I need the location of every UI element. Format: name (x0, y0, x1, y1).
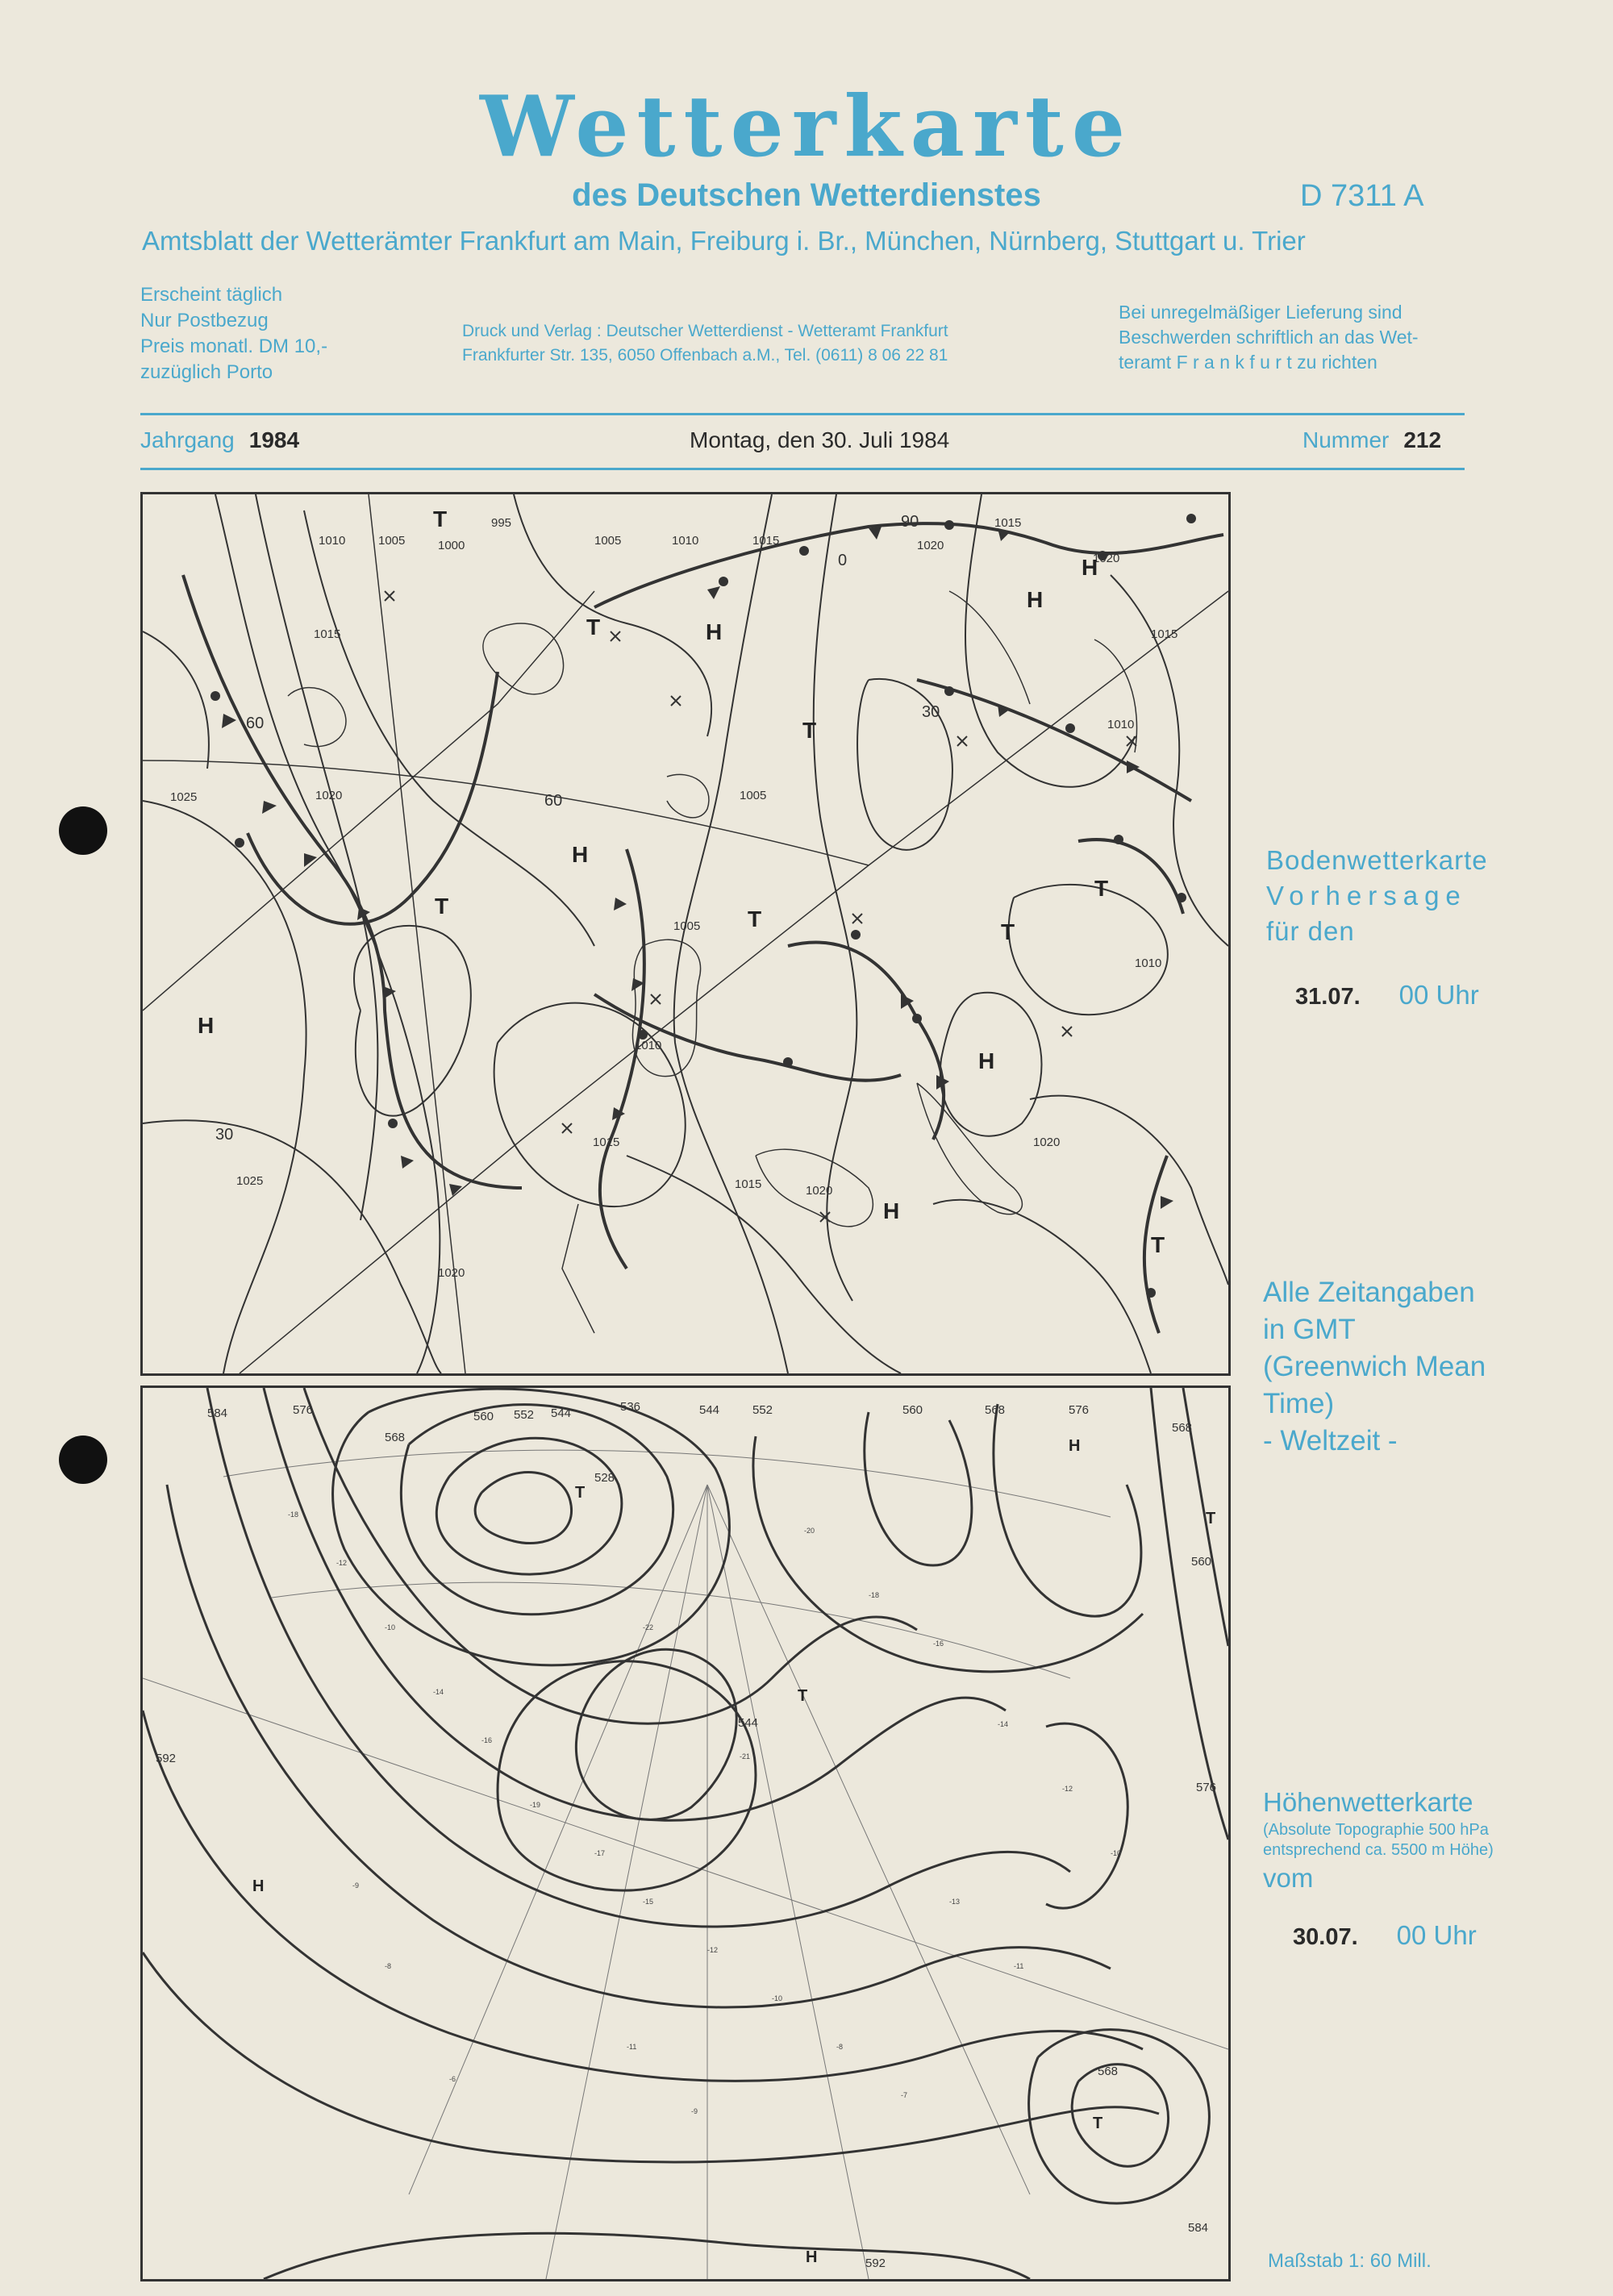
low-pressure-label: T (802, 718, 817, 743)
isobar-label: 1015 (314, 627, 341, 641)
high-pressure-label: H (978, 1048, 995, 1073)
high-pressure-label: H (706, 619, 723, 644)
info-line: zuzüglich Porto (140, 361, 273, 383)
masthead-title: Wetterkarte (480, 77, 1133, 176)
isobar-label: 1005 (673, 919, 701, 933)
isobar-label: 1010 (1135, 956, 1162, 970)
caption-line: Höhenwetterkarte (1263, 1787, 1473, 1817)
low-pressure-label: T (1094, 876, 1109, 901)
svg-text:-6: -6 (449, 2075, 456, 2083)
caption-note: entsprechend ca. 5500 m Höhe) (1263, 1841, 1494, 1859)
forecast-date: 31.07. (1295, 984, 1361, 1010)
info-line: Beschwerden schriftlich an das Wet- (1119, 327, 1419, 348)
info-line: Druck und Verlag : Deutscher Wetterdienst - Wetteramt Frankfurt (462, 322, 948, 340)
subscription-info (140, 282, 327, 385)
svg-text:-18: -18 (288, 1511, 299, 1519)
contour-label: 560 (1191, 1555, 1212, 1569)
isobar-label: 1020 (1033, 1135, 1061, 1149)
high-pressure-label: H (806, 2248, 818, 2266)
svg-text:-10: -10 (1111, 1849, 1122, 1857)
contour-label: 544 (738, 1716, 759, 1730)
svg-text:-8: -8 (385, 1962, 392, 1970)
latitude-label: 60 (544, 792, 563, 810)
latitude-label: 60 (246, 715, 265, 732)
svg-text:-12: -12 (336, 1559, 348, 1567)
isobar-label: 1015 (994, 516, 1022, 530)
low-pressure-label: T (1001, 919, 1015, 944)
caption-line: für den (1266, 916, 1355, 946)
number-value: 212 (1403, 427, 1442, 452)
isobar-label: 1005 (594, 534, 622, 548)
high-pressure-label: H (883, 1198, 900, 1223)
svg-text:-12: -12 (1062, 1785, 1073, 1793)
svg-text:-14: -14 (433, 1688, 444, 1696)
low-pressure-label: T (798, 1687, 808, 1705)
svg-text:-20: -20 (804, 1527, 815, 1535)
upper-map-valid-time (1293, 1918, 1477, 1955)
contour-label: 568 (385, 1431, 406, 1444)
low-pressure-label: T (433, 506, 448, 531)
latitude-label: 90 (901, 513, 919, 531)
contour-label: 576 (293, 1403, 314, 1417)
surface-map-caption (1266, 843, 1488, 949)
high-pressure-label: H (572, 842, 589, 867)
contour-label: 568 (1098, 2065, 1119, 2078)
punch-hole (59, 1436, 107, 1484)
contour-label: 544 (551, 1406, 572, 1420)
high-pressure-label: H (1069, 1437, 1081, 1455)
isobar-label: 1020 (806, 1184, 833, 1198)
contour-label: 552 (752, 1403, 773, 1417)
svg-text:-7: -7 (901, 2091, 908, 2099)
forecast-time: 00 Uhr (1398, 980, 1479, 1010)
latitude-label: 30 (215, 1126, 234, 1144)
svg-text:-9: -9 (691, 2107, 698, 2115)
high-pressure-label: H (1082, 555, 1098, 580)
info-line: teramt F r a n k f u r t zu richten (1119, 352, 1378, 373)
isobar-label: 1005 (740, 789, 767, 802)
low-pressure-label: T (748, 906, 762, 931)
svg-text:-15: -15 (643, 1898, 654, 1906)
svg-text:-19: -19 (530, 1801, 541, 1809)
contour-label: 536 (620, 1400, 641, 1414)
map-scale: Maßstab 1: 60 Mill. (1268, 2250, 1432, 2272)
isobar-label: 1010 (635, 1039, 662, 1052)
svg-text:-8: -8 (836, 2043, 844, 2051)
svg-text:-10: -10 (772, 1994, 783, 2002)
isobar-label: 1015 (1151, 627, 1178, 641)
contour-label: 576 (1196, 1781, 1217, 1794)
svg-text:-10: -10 (385, 1623, 396, 1631)
complaint-info (1119, 300, 1419, 375)
surface-weather-map (140, 492, 1231, 1376)
svg-text:-11: -11 (1014, 1962, 1024, 1970)
isobar-label: 1015 (752, 534, 780, 548)
info-line: Preis monatl. DM 10,- (140, 335, 328, 357)
latitude-label: 0 (838, 552, 848, 569)
latitude-label: 30 (922, 703, 940, 721)
number-label: Nummer (1302, 427, 1390, 452)
caption-line: Bodenwetterkarte (1266, 845, 1488, 875)
note-line: Alle Zeitangaben (1263, 1277, 1475, 1308)
low-pressure-label: T (575, 1484, 586, 1502)
caption-line: Vorhersage (1266, 881, 1467, 910)
contour-label: 584 (1188, 2221, 1209, 2235)
isobar-label: 1015 (593, 1135, 620, 1149)
publication-code: D 7311 A (1300, 179, 1424, 213)
issue-number (1302, 427, 1441, 453)
low-pressure-label: T (586, 615, 601, 640)
surface-map-valid-time (1295, 977, 1479, 1015)
low-pressure-label: T (1151, 1232, 1165, 1257)
issue-date: Montag, den 30. Juli 1984 (690, 427, 950, 452)
info-line: Frankfurter Str. 135, 6050 Offenbach a.M., Tel. (0611) 8 06 22 81 (462, 346, 948, 365)
svg-text:-12: -12 (707, 1946, 719, 1954)
high-pressure-label: H (1027, 587, 1044, 612)
contour-label: 560 (473, 1410, 494, 1423)
low-pressure-label: T (435, 894, 449, 919)
isobar-label: 1010 (672, 534, 699, 548)
contour-label: 592 (156, 1752, 177, 1765)
analysis-date: 30.07. (1293, 1924, 1358, 1950)
contour-label: 560 (902, 1403, 923, 1417)
isobar-label: 1025 (170, 790, 198, 804)
contour-label: 576 (1069, 1403, 1090, 1417)
year-value: 1984 (248, 427, 300, 452)
note-line: Time) (1263, 1388, 1335, 1419)
isobar-label: 1020 (438, 1266, 465, 1280)
offices-line: Amtsblatt der Wetterämter Frankfurt am Main, Freiburg i. Br., München, Nürnberg, Stuttgart u. Trier (142, 226, 1306, 256)
time-note (1263, 1274, 1486, 1460)
punch-hole (59, 806, 107, 855)
low-pressure-label: T (1206, 1510, 1216, 1527)
isobar-label: 1020 (1093, 552, 1120, 565)
svg-text:-9: -9 (352, 1881, 360, 1890)
isobar-label: 1010 (319, 534, 346, 548)
info-line: Bei unregelmäßiger Lieferung sind (1119, 302, 1403, 323)
svg-text:-22: -22 (643, 1623, 654, 1631)
info-line: Nur Postbezug (140, 310, 269, 331)
info-line: Erscheint täglich (140, 284, 283, 306)
low-pressure-label: T (1093, 2115, 1103, 2132)
issue-year (140, 427, 299, 453)
svg-text:-17: -17 (594, 1849, 606, 1857)
caption-line: vom (1263, 1863, 1314, 1893)
isobar-label: 1015 (735, 1177, 762, 1191)
high-pressure-label: H (252, 1877, 265, 1895)
svg-text:-11: -11 (627, 2043, 637, 2051)
contour-label: 592 (865, 2256, 886, 2270)
svg-text:-14: -14 (998, 1720, 1009, 1728)
isobar-label: 995 (491, 516, 512, 530)
divider (140, 468, 1465, 470)
contour-label: 584 (207, 1406, 228, 1420)
contour-label: 528 (594, 1471, 615, 1485)
isobar-label: 1000 (438, 539, 465, 552)
contour-label: 568 (985, 1403, 1006, 1417)
upper-map-caption (1263, 1785, 1494, 1896)
note-line: in GMT (1263, 1314, 1356, 1345)
contour-label: 568 (1172, 1421, 1193, 1435)
analysis-time: 00 Uhr (1396, 1920, 1477, 1950)
isobar-label: 1020 (917, 539, 944, 552)
caption-note: (Absolute Topographie 500 hPa (1263, 1821, 1489, 1839)
svg-text:-16: -16 (481, 1736, 493, 1744)
high-pressure-label: H (198, 1013, 215, 1038)
svg-text:-18: -18 (869, 1591, 880, 1599)
svg-text:-16: -16 (933, 1640, 944, 1648)
publisher-info (462, 319, 948, 368)
isobar-label: 1020 (315, 789, 343, 802)
isobar-label: 1025 (236, 1174, 264, 1188)
isobar-label: 1005 (378, 534, 406, 548)
contour-label: 552 (514, 1408, 535, 1422)
masthead-subtitle: des Deutschen Wetterdienstes (572, 177, 1041, 213)
note-line: - Weltzeit - (1263, 1425, 1398, 1456)
note-line: (Greenwich Mean (1263, 1351, 1486, 1382)
svg-text:-13: -13 (949, 1898, 961, 1906)
year-label: Jahrgang (140, 427, 235, 452)
svg-text:-21: -21 (740, 1752, 751, 1761)
isobar-label: 1010 (1107, 718, 1135, 731)
contour-label: 544 (699, 1403, 720, 1417)
divider (140, 413, 1465, 415)
upper-air-map (140, 1386, 1231, 2281)
